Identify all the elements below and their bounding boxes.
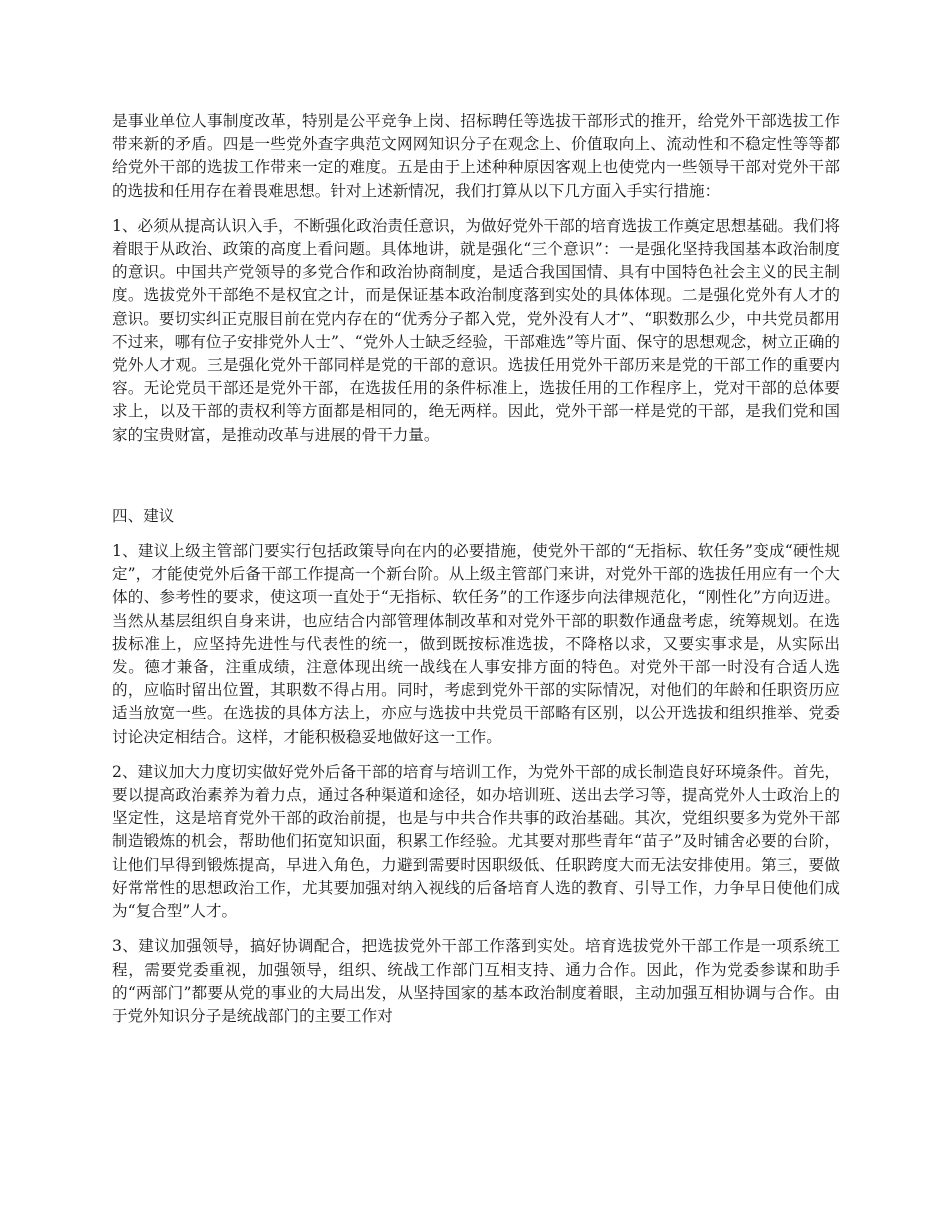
paragraph-suggestion-2: 2、建议加大力度切实做好党外后备干部的培育与培训工作，为党外干部的成长制造良好环境条件。首先，要以提高政治素养为着力点，通过各种渠道和途径，如办培训班、送出去学习等，提高党外人士政治上的坚定性，这是培育党外干部的政治前提，也是与中共合作共事的政治基础。其次，党组织要多为党外干部制造锻炼的机会，帮助他们拓宽知识面，积累工作经验。尤其要对那些青年“苗子”及时铺舍必要的台阶，让他们早得到锻炼提高，早进入角色，力避到需要时因职级低、任职跨度大而无法安排使用。第三，要做好常常性的思想政治工作，尤其要加强对纳入视线的后备培育人选的教育、引导工作，力争早日使他们成为“复合型”人才。 [112, 762, 840, 921]
paragraph-suggestion-3: 3、建议加强领导，搞好协调配合，把选拔党外干部工作落到实处。培育选拔党外干部工作是一项系统工程，需要党委重视，加强领导，组织、统战工作部门互相支持、通力合作。因此，作为党委参谋和助手的“两部门”都要从党的事业的大局出发，从坚持国家的基本政治制度着眼，主动加强互相协调与合作。由于党外知识分子是统战部门的主要工作对 [112, 937, 840, 1025]
document-page [112, 110, 840, 1040]
paragraph-intro: 是事业单位人事制度改革，特别是公平竞争上岗、招标聘任等选拔干部形式的推开，给党外干部选拔工作带来新的矛盾。四是一些党外查字典范文网网知识分子在观念上、价值取向上、流动性和不稳定性等等都给党外干部的选拔工作带来一定的难度。五是由于上述种种原因客观上也使党内一些领导干部对党外干部的选拔和任用存在着畏难思想。针对上述新情况，我们打算从以下几方面入手实行措施： [112, 112, 840, 200]
section-heading: 四、建议 [112, 506, 175, 525]
section-spacer [112, 459, 840, 505]
paragraph-measure-1: 1、必须从提高认识入手，不断强化政治责任意识，为做好党外干部的培育选拔工作奠定思想基础。我们将着眼于从政治、政策的高度上看问题。具体地讲，就是强化“三个意识”：一是强化坚持我国基本政治制度的意识。中国共产党领导的多党合作和政治协商制度，是适合我国国情、具有中国特色社会主义的民主制度。选拔党外干部绝不是权宜之计，而是保证基本政治制度落到实处的具体体现。二是强化党外有人才的意识。要切实纠正克服目前在党内存在的“优秀分子都入党，党外没有人才”、“职数那么少，中共党员都用不过来，哪有位子安排党外人士”、“党外人士缺乏经验，干部难选”等片面、保守的思想观念，树立正确的党外人才观。三是强化党外干部同样是党的干部的意识。选拔任用党外干部历来是党的干部工作的重要内容。无论党员干部还是党外干部，在选拔任用的条件标准上，选拔任用的工作程序上，党对干部的总体要求上，以及干部的责权利等方面都是相同的，绝无两样。因此，党外干部一样是党的干部，是我们党和国家的宝贵财富，是推动改革与进展的骨干力量。 [112, 216, 840, 444]
paragraph-suggestion-1: 1、建议上级主管部门要实行包括政策导向在内的必要措施，使党外干部的“无指标、软任务”变成“硬性规定”，才能使党外后备干部工作提高一个新台阶。从上级主管部门来讲，对党外干部的选拔任用应有一个大体的、参考性的要求，使这项一直处于“无指标、软任务”的工作逐步向法律规范化，“刚性化”方向迈进。当然从基层组织自身来讲，也应结合内部管理体制改革和对党外干部的职数作通盘考虑，统筹规划。在选拔标准上，应坚持先进性与代表性的统一，做到既按标准选拔，不降格以求，又要实事求是，从实际出发。德才兼备，注重成绩，注意体现出统一战线在人事安排方面的特色。对党外干部一时没有合适人选的，应临时留出位置，其职数不得占用。同时，考虑到党外干部的实际情况，对他们的年龄和任职资历应适当放宽一些。在选拔的具体方法上，亦应与选拔中共党员干部略有区别，以公开选拔和组织推举、党委讨论决定相结合。这样，才能积极稳妥地做好这一工作。 [112, 542, 840, 746]
